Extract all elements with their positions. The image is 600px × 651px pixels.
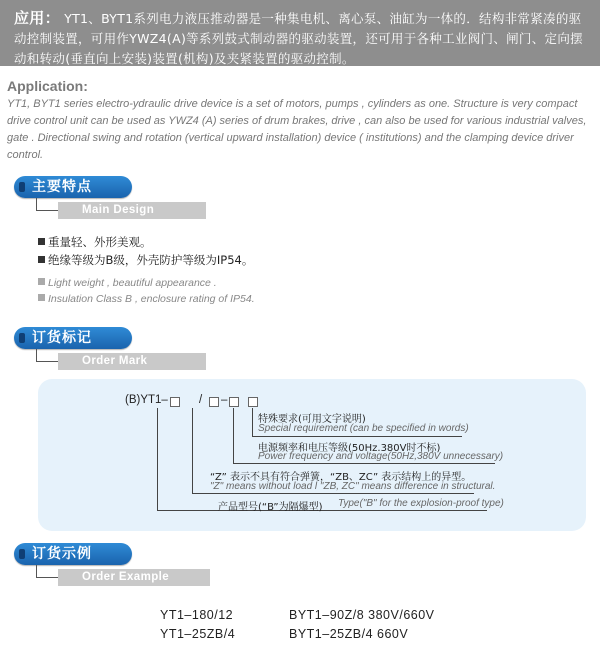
label-power-cn: 电源频率和电压等级(50Hz.380V时不标) bbox=[258, 443, 441, 454]
feature-en-1 bbox=[38, 276, 217, 291]
feature-en-1-text: Light weight , beautiful appearance . bbox=[48, 277, 217, 289]
code-slash: / bbox=[199, 394, 203, 406]
features-subtitle: Main Design Features bbox=[58, 202, 206, 219]
leader-special-h bbox=[252, 436, 462, 437]
feature-cn-1 bbox=[38, 234, 152, 251]
label-power-en: Power frequency and voltage(50Hz,380V unnecessary) bbox=[258, 451, 504, 462]
leader-special-v bbox=[252, 408, 253, 437]
bullet-icon bbox=[38, 238, 45, 245]
feature-cn-1-text: 重量轻、外形美观。 bbox=[48, 235, 152, 249]
code-box-structure bbox=[209, 397, 219, 407]
code-box-type bbox=[170, 397, 180, 407]
feature-en-2 bbox=[38, 292, 255, 307]
bullet-icon bbox=[38, 294, 45, 301]
application-title: Application: bbox=[7, 78, 88, 94]
bullet-icon bbox=[38, 278, 45, 285]
order-mark-title: 订货标记 bbox=[14, 327, 132, 349]
feature-cn-2-text: 绝缘等级为B级，外壳防护等级为IP54。 bbox=[48, 253, 254, 267]
feature-en-2-text: Insulation Class B , enclosure rating of IP54. bbox=[48, 293, 255, 305]
label-type-en: Type("B" for the explosion-proof type) bbox=[338, 498, 504, 509]
example-right-1: BYT1–90Z/8 380V/660V bbox=[289, 608, 435, 622]
code-box-power bbox=[229, 397, 239, 407]
label-special-cn: 特殊要求(可用文字说明) bbox=[258, 414, 366, 425]
leader-power-v bbox=[233, 408, 234, 464]
application-text: YT1, BYT1 series electro-ydraulic drive device is a set of motors, pumps , cylinders as one. Structure is very compact drive control unit can be used as YWZ4 (A) series of drum brakes, drive , can also be used for various industrial valves, gate . Directional swing and rotation (vertical upward installation) device ( institutions) and the clamping device driver control. bbox=[7, 98, 587, 161]
label-type-cn: 产品型号(“B”为隔爆型) bbox=[218, 502, 323, 513]
order-mark-bracket bbox=[36, 349, 59, 362]
example-right-2: BYT1–25ZB/4 660V bbox=[289, 627, 409, 641]
example-left-2: YT1–25ZB/4 bbox=[160, 627, 236, 641]
order-example-bracket bbox=[36, 565, 59, 578]
bullet-icon bbox=[38, 256, 45, 263]
code-box-special bbox=[248, 397, 258, 407]
leader-structure-h bbox=[192, 493, 474, 494]
leader-type-v bbox=[157, 408, 158, 511]
label-structure-cn: “Z” 表示不具有符合弹簧，“ZB、ZC” 表示结构上的异型。 bbox=[210, 472, 472, 483]
code-dash: – bbox=[221, 394, 228, 406]
features-title: 主要特点 bbox=[14, 176, 132, 198]
order-mark-subtitle: Order Mark bbox=[58, 353, 206, 370]
banner-text bbox=[14, 8, 590, 69]
banner-lead: 应用： bbox=[14, 9, 60, 27]
code-prefix: (B)YT1– bbox=[125, 394, 168, 406]
leader-power-h bbox=[233, 463, 495, 464]
example-left-1: YT1–180/12 bbox=[160, 608, 234, 622]
features-bracket bbox=[36, 198, 59, 211]
order-example-subtitle: Order Example bbox=[58, 569, 210, 586]
feature-cn-2 bbox=[38, 252, 253, 269]
banner-body: YT1、BYT1系列电力液压推动器是一种集电机、离心泵、油缸为一体的．结构非常紧凑的驱动控制装置，可用作YWZ4(A)等系列鼓式制动器的驱动装置，还可用于各种工业阀门、闸门、定向摆动和转动(垂直向上安装)装置(机构)及夹紧装置的驱动控制。 bbox=[14, 11, 583, 66]
label-special-en: Special requirement (can be specified in words) bbox=[258, 423, 469, 434]
leader-structure-v bbox=[192, 408, 193, 494]
label-structure-en: "Z" means without load l "ZB, ZC" means difference in structural. bbox=[210, 481, 496, 492]
order-example-title: 订货示例 bbox=[14, 543, 132, 565]
